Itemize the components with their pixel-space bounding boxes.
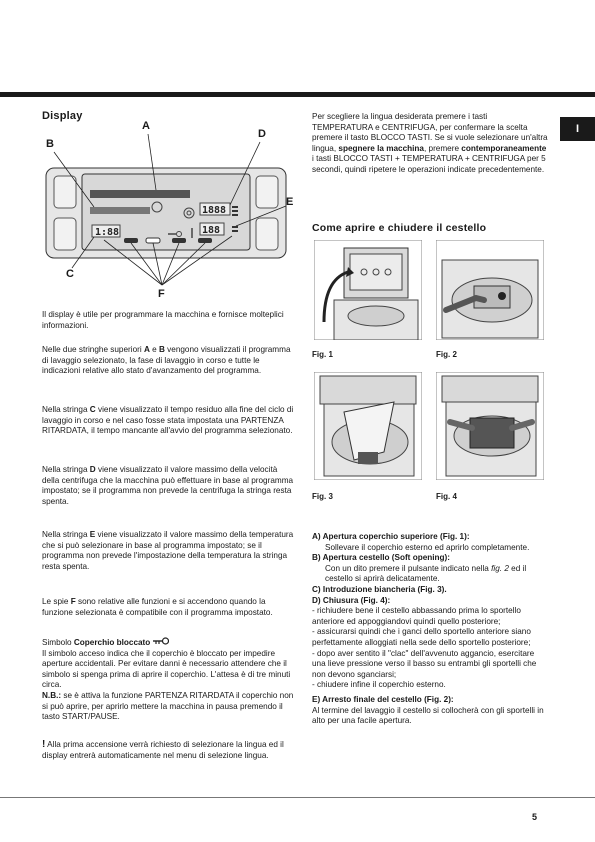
step-e-text: Al termine del lavaggio il cestello si collocherà con gli sportelli in alto per una facile apertura.	[312, 705, 544, 726]
footer-rule	[0, 797, 595, 798]
display-heading: Display	[42, 110, 83, 122]
figure-4	[436, 372, 544, 480]
step-a-title: A) Apertura coperchio superiore (Fig. 1):	[312, 532, 470, 541]
fig-4-caption: Fig. 4	[436, 492, 457, 501]
string-ab-paragraph: Nelle due stringhe superiori A e B vengono visualizzati il programma di lavaggio selezionato, la fase di lavaggio in corso e tutte le indicazioni relative allo stato d'avanzamento del programma.	[42, 345, 291, 376]
fig-3-caption: Fig. 3	[312, 492, 333, 501]
figure-2	[436, 240, 544, 340]
lid-locked-paragraph: Simbolo Coperchio bloccato Il simbolo acceso indica che il coperchio è bloccato per impedire aperture accidentali. Per evitare danni è necessario attendere che il simbolo si spenga prima di aprire il coperchio. L'attesa è di tre minuti circa. N.B.: se è attiva la funzione PARTENZA RITARDATA il coperchio non si può aprire, per aprirlo mettere la macchina in pausa premendo il tasto START/PAUSE.	[42, 637, 294, 722]
label-d: D	[258, 128, 266, 140]
lamps-f-paragraph: Le spie F sono relative alle funzioni e si accendono quando la funzione selezionata è compatibile con il programma impostato.	[42, 597, 273, 617]
label-a: A	[142, 120, 150, 132]
label-e: E	[286, 196, 294, 208]
display-intro-paragraph: Il display è utile per programmare la macchina e fornisce molteplici informazioni.	[42, 310, 284, 330]
figure-3	[314, 372, 422, 480]
language-tab: I	[560, 117, 595, 141]
display-panel-drawing	[42, 110, 294, 310]
fig-2-caption: Fig. 2	[436, 350, 457, 359]
step-b-text: Con un dito premere il pulsante indicato nella fig. 2 ed il cestello si aprirà delicatamente.	[325, 563, 527, 584]
label-f: F	[158, 288, 165, 300]
first-start-paragraph: ! Alla prima accensione verrà richiesto di selezionare la lingua ed il display entrerà automaticamente nel menu di selezione lingua.	[42, 739, 284, 760]
step-d-title: D) Chiusura (Fig. 4):	[312, 595, 391, 605]
seg-e-readout: 188	[202, 225, 221, 236]
key-lock-icon	[153, 637, 169, 649]
page-number: 5	[532, 812, 538, 822]
string-c-paragraph: Nella stringa C viene visualizzato il tempo residuo alla fine del ciclo di lavaggio in corso e nel caso fosse stata impostata una PARTENZA RITARDATA, il tempo mancante all'avvio del programma selezionato.	[42, 405, 294, 436]
step-d-item-2: - assicurarsi quindi che i ganci dello sportello anteriore siano perfettamente alloggiati nella sede dello sportello posteriore;	[312, 627, 531, 647]
step-c-title: C) Introduzione biancheria (Fig. 3).	[312, 584, 447, 594]
step-d-item-1: - richiudere bene il cestello abbassando prima lo sportello anteriore ed appoggiandovi quindi quello posteriore;	[312, 606, 521, 626]
seg-c-readout: 1:88	[95, 227, 120, 238]
string-d-paragraph: Nella stringa D viene visualizzato il valore massimo della velocità della centrifuga che la macchina può effettuare in base al programma impostato; se il programma non prevede la centrifuga la stringa resta spenta.	[42, 465, 294, 506]
label-b: B	[46, 138, 54, 150]
language-selection-paragraph: Per scegliere la lingua desiderata premere i tasti TEMPERATURA e CENTRIFUGA, per confermare la scelta premere il tasto BLOCCO TASTI. Se si vuole selezionare un'altra lingua, spegnere la macchina, premere contemporaneamente i tasti BLOCCO TASTI + TEMPERATURA + CENTRIFUGA per 5 secondi, quindi ripetere le operazioni indicate precedentemente.	[312, 112, 548, 174]
basket-heading: Come aprire e chiudere il cestello	[312, 222, 487, 234]
figure-1	[314, 240, 422, 340]
step-b-title: B) Apertura cestello (Soft opening):	[312, 553, 450, 563]
display-diagram	[42, 110, 294, 310]
step-d-item-4: - chiudere infine il coperchio esterno.	[312, 680, 446, 690]
warning-mark: !	[42, 739, 46, 750]
step-a-text: Sollevare il coperchio esterno ed aprirlo completamente.	[325, 542, 530, 552]
step-e-title: E) Arresto finale del cestello (Fig. 2):	[312, 694, 454, 704]
instructions-list	[312, 532, 548, 727]
string-e-paragraph: Nella stringa E viene visualizzato il valore massimo della temperatura che si può selezionare in base al programma impostato; se il programma non prevede l'impostazione della temperatura la stringa resta spenta.	[42, 530, 294, 571]
label-c: C	[66, 268, 74, 280]
header-bar	[0, 92, 595, 97]
fig-1-caption: Fig. 1	[312, 350, 333, 359]
step-d-item-3: - dopo aver sentito il "clac" dell'avvenuto aggancio, esercitare una lieve pressione verso il basso su entrambi gli sportelli che non devono sganciarsi;	[312, 648, 537, 679]
seg-d-readout: 1888	[202, 205, 227, 216]
